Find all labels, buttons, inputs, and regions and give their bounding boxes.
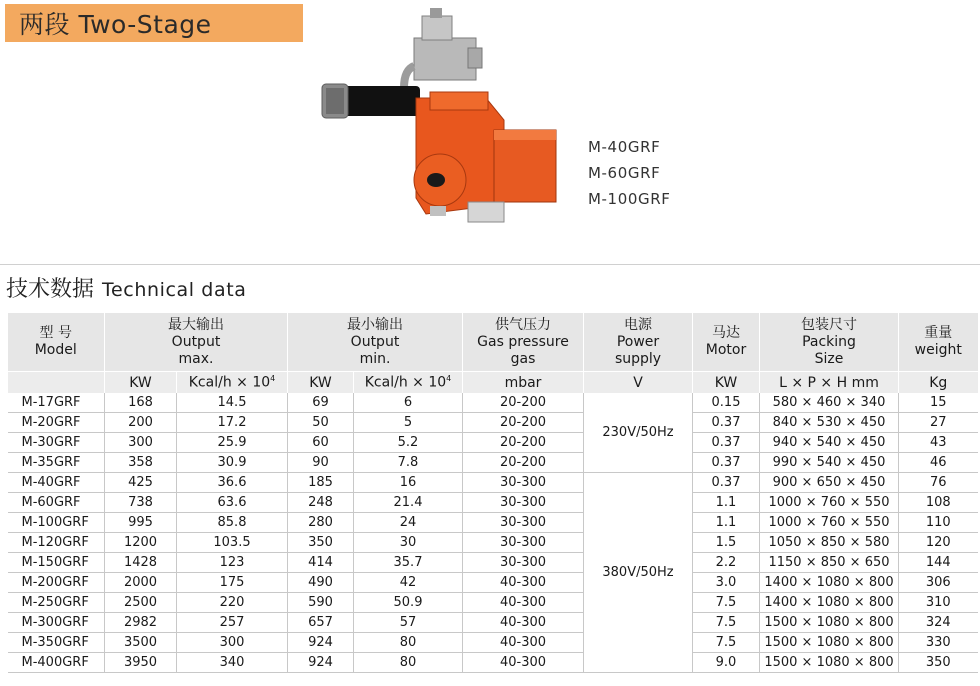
table-cell: 123 [177, 553, 288, 573]
table-cell: 168 [105, 393, 177, 413]
burner-product-image [318, 8, 580, 230]
table-cell: 310 [899, 593, 978, 613]
table-cell: 185 [288, 473, 354, 493]
table-cell: 350 [288, 533, 354, 553]
table-cell: 15 [899, 393, 978, 413]
table-cell: 76 [899, 473, 978, 493]
table-cell: 17.2 [177, 413, 288, 433]
unit-kw-motor: KW [693, 372, 760, 394]
table-row [8, 473, 978, 493]
table-cell: 40-300 [463, 593, 584, 613]
header-gas-pressure: 供气压力 Gas pressure gas [463, 313, 584, 372]
table-cell: 20-200 [463, 433, 584, 453]
table-cell: 7.5 [693, 593, 760, 613]
table-cell: 30 [354, 533, 463, 553]
table-cell: 108 [899, 493, 978, 513]
table-cell: 1500 × 1080 × 800 [760, 653, 899, 673]
unit-volt: V [584, 372, 693, 394]
table-cell: 5 [354, 413, 463, 433]
table-cell: 0.37 [693, 453, 760, 473]
unit-mbar: mbar [463, 372, 584, 394]
table-cell: 1400 × 1080 × 800 [760, 573, 899, 593]
table-cell: 1500 × 1080 × 800 [760, 633, 899, 653]
table-cell: 2982 [105, 613, 177, 633]
table-cell: 2500 [105, 593, 177, 613]
table-row [8, 413, 978, 433]
title-banner [5, 4, 303, 42]
table-cell: 16 [354, 473, 463, 493]
table-cell: M-350GRF [8, 633, 105, 653]
table-cell: 657 [288, 613, 354, 633]
table-cell: M-120GRF [8, 533, 105, 553]
table-cell: M-40GRF [8, 473, 105, 493]
unit-kcal-min: Kcal/h × $10^4$ [354, 372, 463, 394]
table-cell: 300 [105, 433, 177, 453]
table-cell: 324 [899, 613, 978, 633]
table-cell: 43 [899, 433, 978, 453]
table-cell: 6 [354, 393, 463, 413]
table-cell: 358 [105, 453, 177, 473]
table-cell: 80 [354, 653, 463, 673]
section-title-cn: 技术数据 [6, 277, 95, 302]
table-cell: 580 × 460 × 340 [760, 393, 899, 413]
table-row [8, 633, 978, 653]
table-row [8, 393, 978, 413]
table-cell: 40-300 [463, 633, 584, 653]
header-model: 型 号 Model [8, 313, 105, 372]
unit-kw-min: KW [288, 372, 354, 394]
table-cell: 220 [177, 593, 288, 613]
table-cell: 175 [177, 573, 288, 593]
table-row [8, 653, 978, 673]
table-cell: 144 [899, 553, 978, 573]
table-cell: 14.5 [177, 393, 288, 413]
table-cell: 27 [899, 413, 978, 433]
table-row [8, 453, 978, 473]
table-cell: 110 [899, 513, 978, 533]
table-cell: 280 [288, 513, 354, 533]
table-cell: 1500 × 1080 × 800 [760, 613, 899, 633]
section-divider [0, 264, 980, 265]
table-cell: M-250GRF [8, 593, 105, 613]
table-cell: 738 [105, 493, 177, 513]
table-cell: 3950 [105, 653, 177, 673]
table-row [8, 573, 978, 593]
table-cell: 57 [354, 613, 463, 633]
table-cell: 425 [105, 473, 177, 493]
table-cell: 50.9 [354, 593, 463, 613]
table-cell: 50 [288, 413, 354, 433]
table-cell: 900 × 650 × 450 [760, 473, 899, 493]
table-cell: 7.8 [354, 453, 463, 473]
table-cell: M-300GRF [8, 613, 105, 633]
unit-kg: Kg [899, 372, 978, 394]
table-cell: 924 [288, 653, 354, 673]
table-cell: 340 [177, 653, 288, 673]
table-cell: 120 [899, 533, 978, 553]
table-cell: 924 [288, 633, 354, 653]
table-row [8, 533, 978, 553]
technical-data-table [7, 313, 978, 673]
model-list [588, 134, 670, 212]
power-supply-cell: 230V/50Hz [584, 393, 693, 473]
header-output-max: 最大输出 Output max. [105, 313, 288, 372]
table-row [8, 433, 978, 453]
table-cell: 80 [354, 633, 463, 653]
table-cell: 3500 [105, 633, 177, 653]
table-cell: 2000 [105, 573, 177, 593]
unit-kcal-max: Kcal/h × $10^4$ [177, 372, 288, 394]
model-label: M-60GRF [588, 164, 661, 182]
table-cell: 20-200 [463, 413, 584, 433]
table-cell: 0.37 [693, 433, 760, 453]
header-weight: 重量 weight [899, 313, 978, 372]
table-cell: M-35GRF [8, 453, 105, 473]
table-cell: 257 [177, 613, 288, 633]
power-supply-cell: 380V/50Hz [584, 473, 693, 673]
table-cell: 200 [105, 413, 177, 433]
table-cell: 1.1 [693, 493, 760, 513]
header-output-min: 最小输出 Output min. [288, 313, 463, 372]
table-row [8, 493, 978, 513]
table-cell: 60 [288, 433, 354, 453]
header-motor: 马达 Motor [693, 313, 760, 372]
header-power-supply: 电源 Power supply [584, 313, 693, 372]
table-cell: 35.7 [354, 553, 463, 573]
table-cell: 330 [899, 633, 978, 653]
table-cell: 25.9 [177, 433, 288, 453]
table-cell: 3.0 [693, 573, 760, 593]
model-label: M-40GRF [588, 138, 661, 156]
table-cell: 5.2 [354, 433, 463, 453]
table-cell: 995 [105, 513, 177, 533]
table-cell: M-200GRF [8, 573, 105, 593]
table-cell: 1400 × 1080 × 800 [760, 593, 899, 613]
table-cell: 0.37 [693, 413, 760, 433]
table-cell: M-400GRF [8, 653, 105, 673]
table-cell: 21.4 [354, 493, 463, 513]
table-cell: M-100GRF [8, 513, 105, 533]
table-cell: 63.6 [177, 493, 288, 513]
table-cell: 590 [288, 593, 354, 613]
table-cell: 300 [177, 633, 288, 653]
table-cell: M-30GRF [8, 433, 105, 453]
table-cell: M-20GRF [8, 413, 105, 433]
table-cell: 85.8 [177, 513, 288, 533]
table-cell: M-60GRF [8, 493, 105, 513]
table-cell: 1050 × 850 × 580 [760, 533, 899, 553]
table-row [8, 553, 978, 573]
banner-title: 两段 Two-Stage [19, 10, 212, 39]
table-cell: 40-300 [463, 613, 584, 633]
table-cell: 7.5 [693, 633, 760, 653]
table-cell: 9.0 [693, 653, 760, 673]
table-cell: 24 [354, 513, 463, 533]
table-cell: 1428 [105, 553, 177, 573]
table-cell: M-150GRF [8, 553, 105, 573]
table-cell: 1000 × 760 × 550 [760, 493, 899, 513]
unit-kw-max: KW [105, 372, 177, 394]
table-cell: 103.5 [177, 533, 288, 553]
table-cell: 490 [288, 573, 354, 593]
table-cell: 30-300 [463, 493, 584, 513]
section-title [6, 272, 247, 303]
table-cell: 30-300 [463, 533, 584, 553]
table-cell: 0.37 [693, 473, 760, 493]
table-row [8, 593, 978, 613]
table-cell: 350 [899, 653, 978, 673]
table-cell: 414 [288, 553, 354, 573]
section-title-en: Technical data [102, 279, 247, 301]
table-cell: 1.5 [693, 533, 760, 553]
table-cell: 30-300 [463, 513, 584, 533]
table-cell: 42 [354, 573, 463, 593]
table-cell: 2.2 [693, 553, 760, 573]
table-cell: 940 × 540 × 450 [760, 433, 899, 453]
table-cell: 990 × 540 × 450 [760, 453, 899, 473]
table-cell: 306 [899, 573, 978, 593]
table-cell: 30.9 [177, 453, 288, 473]
table-row [8, 513, 978, 533]
table-cell: 840 × 530 × 450 [760, 413, 899, 433]
table-cell: 20-200 [463, 393, 584, 413]
table-cell: 0.15 [693, 393, 760, 413]
table-cell: 1.1 [693, 513, 760, 533]
table-cell: 1200 [105, 533, 177, 553]
table-cell: 248 [288, 493, 354, 513]
table-cell: 1000 × 760 × 550 [760, 513, 899, 533]
table-cell: 69 [288, 393, 354, 413]
table-cell: 90 [288, 453, 354, 473]
unit-model [8, 372, 105, 394]
table-cell: 46 [899, 453, 978, 473]
table-cell: M-17GRF [8, 393, 105, 413]
unit-dimensions: L × P × H mm [760, 372, 899, 394]
table-cell: 7.5 [693, 613, 760, 633]
table-cell: 20-200 [463, 453, 584, 473]
table-cell: 1150 × 850 × 650 [760, 553, 899, 573]
table-body [8, 393, 978, 673]
header-packing-size: 包装尺寸 Packing Size [760, 313, 899, 372]
table-cell: 40-300 [463, 653, 584, 673]
table-row [8, 613, 978, 633]
model-label: M-100GRF [588, 190, 671, 208]
table-cell: 30-300 [463, 473, 584, 493]
table-cell: 36.6 [177, 473, 288, 493]
table-cell: 30-300 [463, 553, 584, 573]
table-cell: 40-300 [463, 573, 584, 593]
